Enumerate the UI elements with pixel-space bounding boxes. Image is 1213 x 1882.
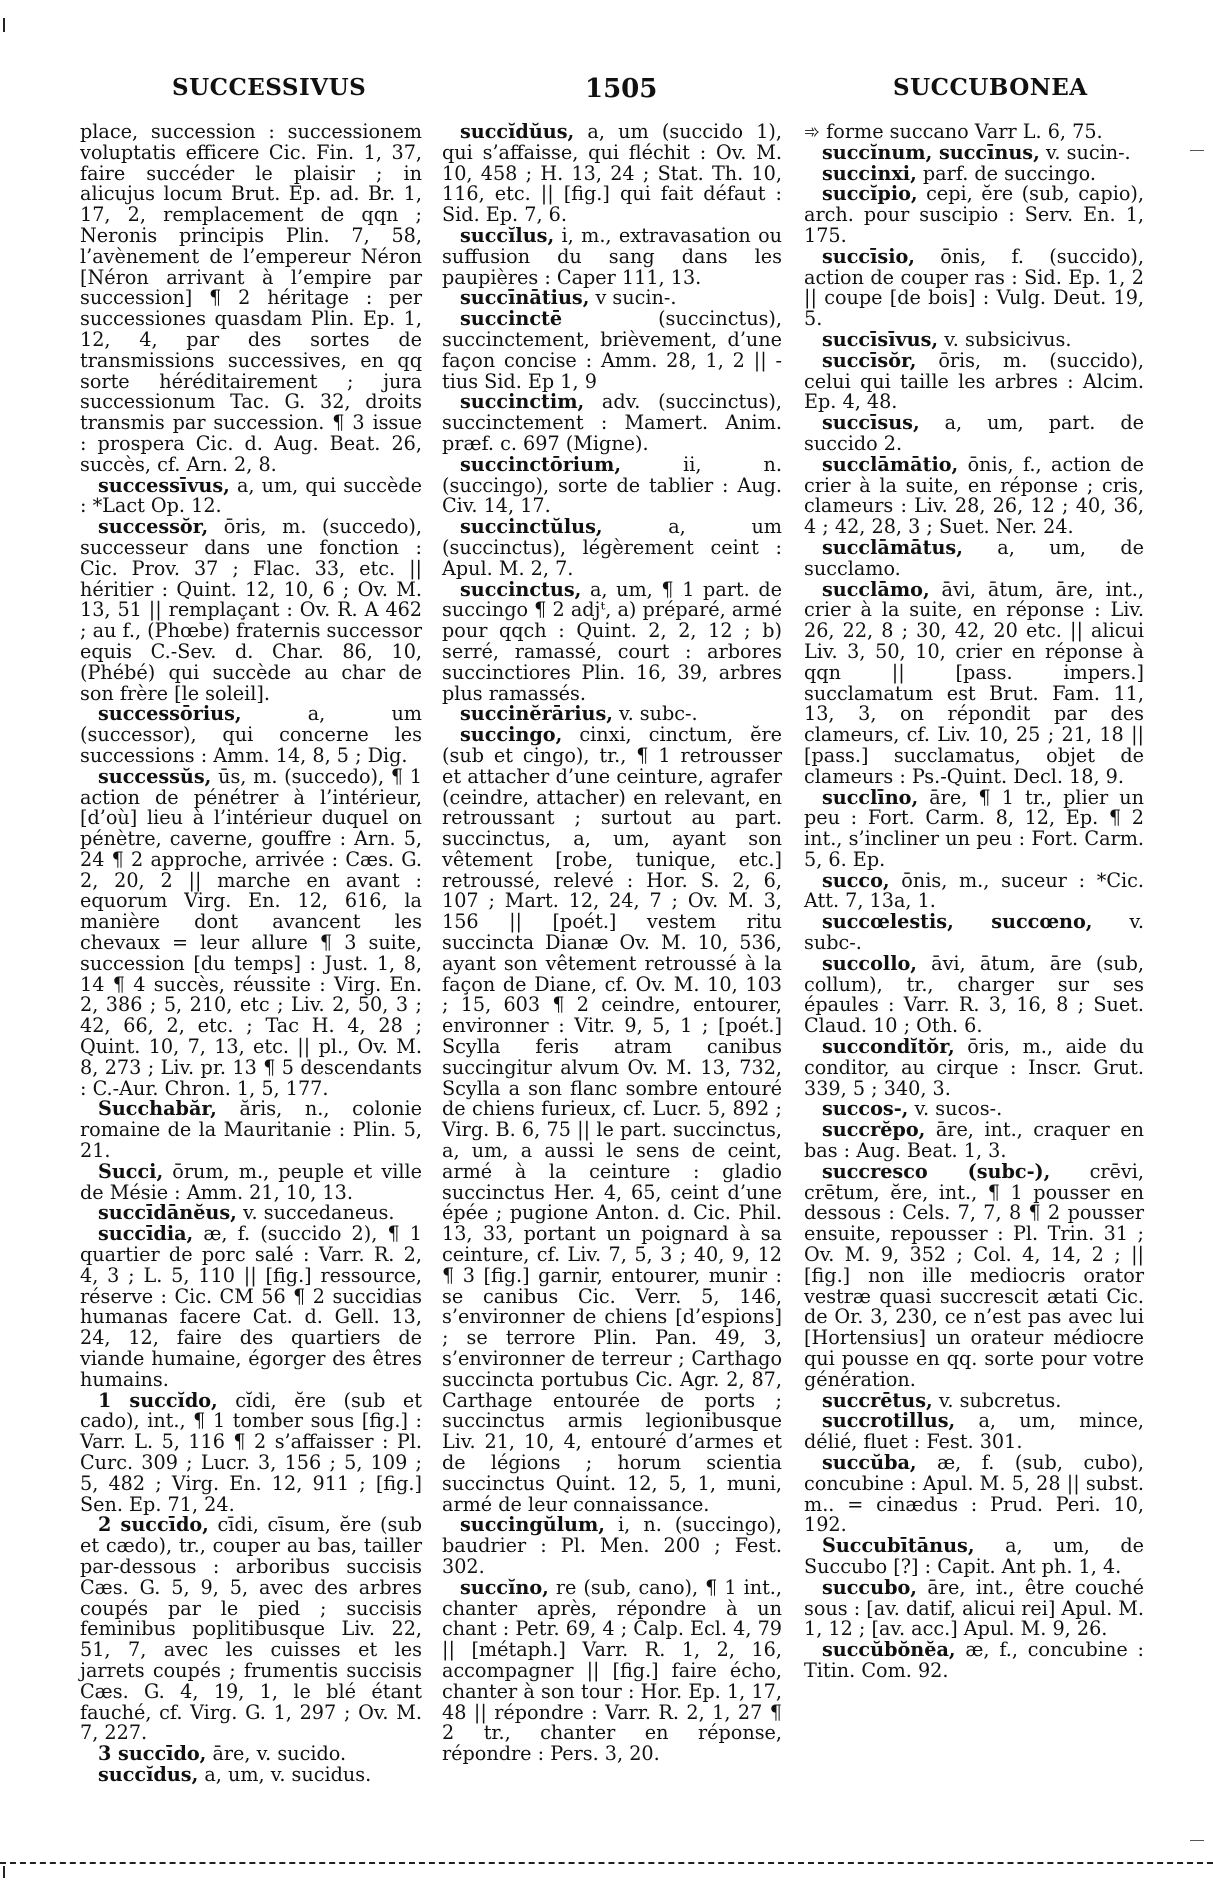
dictionary-entry bbox=[804, 1388, 1144, 1412]
entry-headword: succinctōrium, bbox=[460, 452, 622, 476]
entry-definition: æ, f. (sub, cubo), concubine : Apul. M. 5, 28 || subst. m.. = cinædus : Prud. Peri. 10, 192. bbox=[804, 1451, 1144, 1537]
dictionary-entry bbox=[804, 1575, 1145, 1641]
dictionary-entry bbox=[80, 1099, 422, 1161]
dictionary-entry bbox=[804, 327, 1144, 351]
entry-definition: a, um, de Succubo [?] : Capit. Ant ph. 1, 4. bbox=[804, 1534, 1144, 1578]
entry-headword: succlīno, bbox=[822, 785, 919, 809]
entry-definition: (succinctus), succinctement, brièvement, d’une façon concise : Amm. 28, 1, 2 || -tius Sid. Ep 1, 9 bbox=[442, 307, 782, 393]
page-number: 1505 bbox=[585, 74, 658, 104]
entry-headword: successōrius, bbox=[98, 702, 242, 726]
entry-headword: 1 succĭdo, bbox=[98, 1388, 218, 1412]
entry-definition: i, n. (succingo), baudrier : Pl. Men. 200 ; Fest. 302. bbox=[442, 1513, 782, 1578]
entry-definition: ōnis, f., action de crier à la suite, en réponse ; cris, clameurs : Liv. 28, 26, 12 ; 40, 36, 4 ; 42, 28, 3 ; Suet. Ner. 24. bbox=[804, 452, 1144, 539]
dictionary-entry bbox=[80, 473, 422, 518]
entry-headword: succĭpio, bbox=[822, 182, 918, 206]
dictionary-entry bbox=[804, 1453, 1144, 1536]
dictionary-entry bbox=[80, 122, 422, 476]
entry-definition: cepi, ĕre (sub, capio), arch. pour suscipio : Serv. En. 1, 175. bbox=[804, 182, 1144, 247]
dictionary-entry bbox=[804, 1159, 1144, 1391]
dictionary-entry bbox=[804, 452, 1144, 539]
dictionary-entry bbox=[442, 1575, 782, 1766]
entry-headword: succos-, bbox=[822, 1097, 909, 1121]
entry-headword: succĭlus, bbox=[460, 223, 555, 247]
entry-headword: succrĕpo, bbox=[822, 1118, 926, 1142]
entry-definition: re (sub, cano), ¶ 1 int., chanter après, répondre à un chant : Petr. 69, 4 ; Calp. Ecl. 4, 79 || [métaph.] Varr. R. 1, 2, 16, accompagner || [fig.] faire écho, chanter à son tour : Hor. Ep. 1, 17, 48 || répondre : Varr. R. 2, 1, 27 ¶ 2 tr., chanter en réponse, répondre : Pers. 3, 20. bbox=[442, 1575, 782, 1766]
dictionary-entry bbox=[80, 1744, 422, 1765]
entry-definition: a, um (successor), qui concerne les successions : Amm. 14, 8, 5 ; Dig. bbox=[80, 702, 422, 767]
entry-definition: v. sucin-. bbox=[1039, 140, 1131, 164]
entry-definition: a, um (succinctus), légèrement ceint : Apul. M. 2, 7. bbox=[442, 515, 782, 580]
dictionary-entry bbox=[804, 1536, 1144, 1578]
entry-headword: succrotillus, bbox=[822, 1409, 956, 1433]
entry-definition: āvi, ātum, āre, int., crier à la suite, en réponse : Liv. 26, 22, 8 ; 30, 42, 20 etc. || alicui Liv. 3, 50, 10, crier en réponse à qqn || [pass. impers.] succlamatum est Brut. Fam. 11, 13, 3, on répondit par des clameurs, cf. Liv. 10, 25 ; 21, 18 || [pass.] succlamatus, objet de clameurs : Ps.-Quint. Decl. 18, 9. bbox=[804, 577, 1144, 788]
dictionary-entry bbox=[80, 1224, 422, 1390]
entry-headword: successīvus, bbox=[98, 473, 230, 497]
entry-headword: succŭba, bbox=[822, 1451, 917, 1474]
entry-headword: successŭs, bbox=[98, 764, 212, 788]
entry-definition: æ, f., concubine : Titin. Com. 92. bbox=[804, 1638, 1144, 1682]
entry-definition: a, um, ¶ 1 part. de succingo ¶ 2 adjᵗ, a) préparé, armé pour qqch : Quint. 2, 2, 12 ; b) serré, ramassé, court : arbores succinctiores Plin. 16, 39, arbres plus ramassés. bbox=[442, 577, 782, 705]
entry-definition: parf. de succingo. bbox=[916, 161, 1096, 185]
dictionary-entry bbox=[804, 951, 1144, 1038]
entry-headword: succīsus, bbox=[822, 411, 920, 435]
dictionary-entry bbox=[442, 517, 782, 579]
running-head-right: SUCCUBONEA bbox=[893, 74, 1088, 101]
dictionary-entry bbox=[804, 140, 1144, 164]
entry-definition: v. succedaneus. bbox=[236, 1201, 395, 1225]
entry-headword: succlāmātio, bbox=[822, 452, 959, 476]
entry-headword: succĭnum, succīnus, bbox=[822, 140, 1040, 164]
entry-definition: ii, n. (succingo), sorte de tablier : Aug. Civ. 14, 17. bbox=[442, 452, 782, 518]
dictionary-entry bbox=[804, 1411, 1144, 1453]
entry-definition: āre, int., craquer en bas : Aug. Beat. 1, 3. bbox=[804, 1118, 1144, 1163]
entry-definition: a, um, mince, délié, fluet : Fest. 301. bbox=[804, 1409, 1144, 1454]
entry-definition: āre, v. sucido. bbox=[206, 1742, 347, 1766]
entry-headword: 2 succīdo, bbox=[98, 1513, 209, 1537]
dictionary-entry bbox=[442, 288, 782, 309]
entry-headword: succīnātius, bbox=[460, 286, 590, 310]
entry-headword: succingo, bbox=[460, 723, 563, 747]
entry-definition: ōnis, f. (succido), action de couper ras : Sid. Ep. 1, 2 || coupe [de bois] : Vulg. Deut. 19, 5. bbox=[804, 244, 1144, 331]
dictionary-entry bbox=[804, 161, 1144, 185]
entry-headword: succĭdus, bbox=[98, 1762, 199, 1786]
entry-headword: succīsŏr, bbox=[822, 348, 917, 372]
dictionary-entry bbox=[442, 122, 782, 226]
entry-definition: ōnis, m., suceur : *Cic. Att. 7, 13a, 1. bbox=[804, 868, 1144, 913]
entry-headword: succinĕrārius, bbox=[460, 702, 613, 726]
entry-definition: ūs, m. (succedo), ¶ 1 action de pénétrer à l’intérieur, [d’où] lieu à l’intérieur duquel on pénètre, caverne, gouffre : Arn. 5, 24 ¶ 2 approche, arrivée : Cæs. G. 2, 20, 2 || marche en avant : equorum Virg. En. 12, 616, la manière dont avancent les chevaux = leur allure ¶ 3 suite, succession [du temps] : Just. 1, 8, 14 ¶ 4 succès, réussite : Virg. En. 2, 386 ; 5, 210, etc ; Liv. 2, 50, 3 ; 42, 66, 2, etc. ; Tac H. 4, 28 ; Quint. 10, 7, 13, etc. || pl., Ov. M. 8, 273 ; Liv. pr. 13 ¶ 5 descendants : C.-Aur. Chron. 1, 5, 177. bbox=[80, 764, 422, 1100]
dictionary-entry bbox=[804, 122, 1144, 143]
column-3 bbox=[804, 122, 1144, 1682]
entry-definition: cinxi, cinctum, ĕre (sub et cingo), tr., ¶ 1 retrousser et attacher d’une ceinture, agrafer (ceindre, attacher) en relevant, en retroussant ; surtout au part. succinctus, a, um, ayant son vêtement [robe, tunique, etc.] retroussé, relevé : Hor. S. 2, 6, 107 ; Mart. 12, 24, 7 ; Ov. M. 3, 156 || [poét.] vestem ritu succincta Dianæ Ov. M. 10, 536, ayant son vêtement retroussé à la façon de Diane, cf. Ov. M. 10, 103 ; 15, 603 ¶ 2 ceindre, entourer, environner : Vitr. 9, 5, 1 ; [poét.] Scylla feris atram canibus succingitur alvum Ov. M. 13, 732, Scylla a son flanc sombre entouré de chiens furieux, cf. Lucr. 5, 892 ; Virg. B. 6, 75 || le part. succinctus, a, um, a aussi le sens de ceint, armé à la ceinture : gladio succinctus Her. 4, 65, ceint d’une épée ; pugione Anton. d. Cic. Phil. 13, 33, portant un poignard à sa ceinture, cf. Liv. 7, 5, 3 ; 40, 9, 12 ¶ 3 [fig.] garnir, entourer, munir : se canibus Cic. Verr. 5, 146, s’environner de chiens [d’espions] ; se terrore Plin. Pan. 49, 3, s’environner de terreur ; Carthago succincta portubus Cic. Agr. 2, 87, Carthage entourée de ports ; succinctus armis legionibusque Liv. 21, 10, 4, entouré d’armes et de légions ; horum scientia succinctus Quint. 12, 5, 1, muni, armé de leur connaissance. bbox=[442, 723, 782, 1516]
dictionary-entry bbox=[804, 785, 1144, 871]
dictionary-entry bbox=[804, 1099, 1144, 1120]
entry-headword: succinctē bbox=[460, 307, 563, 331]
entry-headword: succresco (subc-), bbox=[822, 1159, 1051, 1183]
entry-headword: succīdia, bbox=[98, 1222, 194, 1246]
dictionary-entry bbox=[442, 309, 782, 392]
entry-headword: successŏr, bbox=[98, 515, 209, 539]
dictionary-entry bbox=[442, 392, 782, 454]
entry-headword: 3 succīdo, bbox=[98, 1742, 207, 1766]
dictionary-entry bbox=[80, 764, 422, 1100]
entry-definition: v. subc-. bbox=[804, 910, 1144, 955]
dictionary-entry bbox=[80, 1159, 422, 1204]
entry-headword: succĭdŭus, bbox=[460, 120, 575, 143]
entry-headword: Succi, bbox=[98, 1159, 164, 1183]
entry-headword: succīsio, bbox=[822, 244, 915, 268]
entry-headword: succinxi, bbox=[822, 161, 917, 185]
margin-mark bbox=[3, 18, 5, 32]
entry-definition: ōris, m. (succido), celui qui taille les arbres : Alcim. Ep. 4, 48. bbox=[804, 348, 1144, 414]
bottom-dashed-rule bbox=[0, 1862, 1213, 1864]
entry-headword: succinctus, bbox=[460, 577, 582, 601]
entry-headword: succubo, bbox=[822, 1575, 917, 1599]
dictionary-entry bbox=[804, 413, 1144, 455]
entry-definition: v. subc-. bbox=[612, 702, 698, 726]
entry-headword: succīdānĕus, bbox=[98, 1201, 237, 1225]
entry-headword: succrētus, bbox=[822, 1388, 933, 1412]
entry-headword: succondĭtŏr, bbox=[822, 1035, 955, 1059]
dictionary-entry bbox=[80, 1388, 423, 1516]
entry-definition: v. subcretus. bbox=[932, 1388, 1062, 1412]
dictionary-entry bbox=[442, 725, 782, 1515]
entry-definition: ōris, m., aide du conditor, au cirque : Inscr. Grut. 339, 5 ; 340, 3. bbox=[804, 1035, 1144, 1100]
dictionary-entry bbox=[442, 577, 782, 705]
entry-definition: adv. (succinctus), succinctement : Mamert. Anim. præf. c. 697 (Migne). bbox=[442, 390, 782, 455]
entry-headword: Succhabăr, bbox=[98, 1097, 217, 1121]
edge-tick bbox=[1190, 150, 1204, 151]
entry-headword: succollo, bbox=[822, 951, 917, 975]
entry-definition: v. sucos-. bbox=[908, 1097, 1003, 1121]
entry-headword: succœlestis, succœno, bbox=[822, 910, 1093, 934]
entry-definition: āre, ¶ 1 tr., plier un peu : Fort. Carm. 8, 12, Ep. ¶ 2 int., s’incliner un peu : Fort. Carm. 5, 6. Ep. bbox=[804, 785, 1144, 871]
entry-headword: succlāmo, bbox=[822, 577, 930, 601]
entry-headword: succinctim, bbox=[460, 390, 585, 414]
entry-definition: v. subsicivus. bbox=[938, 327, 1072, 351]
dictionary-entry bbox=[804, 1640, 1144, 1682]
entry-definition: a, um, de succlamo. bbox=[804, 535, 1144, 580]
entry-definition: āre, int., être couché sous : [av. datif, alicui rei] Apul. M. 1, 12 ; [av. acc.] Apul. M. 9, 26. bbox=[804, 1575, 1145, 1641]
entry-definition: a, um (succido 1), qui s’affaisse, qui fléchit : Ov. M. 10, 458 ; H. 13, 24 ; Stat. Th. 10, 116, etc. || [fig.] qui fait défaut : Sid. Ep. 7, 6. bbox=[442, 120, 782, 227]
entry-definition: ōrum, m., peuple et ville de Mésie : Amm. 21, 10, 13. bbox=[80, 1159, 422, 1204]
dictionary-entry bbox=[80, 1515, 422, 1744]
entry-definition: ➾ forme succano Varr L. 6, 75. bbox=[804, 120, 1103, 143]
entry-headword: succīsīvus, bbox=[822, 327, 939, 351]
dictionary-entry bbox=[442, 452, 782, 518]
column-2 bbox=[442, 122, 782, 1765]
dictionary-entry bbox=[804, 535, 1144, 580]
entry-definition: a, um, part. de succido 2. bbox=[804, 411, 1144, 455]
dictionary-entry bbox=[80, 517, 422, 704]
entry-definition: ăris, n., colonie romaine de la Mauritanie : Plin. 5, 21. bbox=[80, 1097, 422, 1163]
dictionary-entry bbox=[442, 1515, 782, 1577]
dictionary-entry bbox=[80, 704, 422, 766]
dictionary-entry bbox=[804, 868, 1144, 913]
entry-definition: ōris, m. (succedo), successeur dans une fonction : Cic. Prov. 37 ; Flac. 33, etc. || héritier : Quint. 12, 10, 6 ; Ov. M. 13, 51 || remplaçant : Ov. R. A 462 ; au f., (Phœbe) fraternis successor equis C.-Sev. d. Char. 86, 10, (Phébé) qui succède au char de son frère [le soleil]. bbox=[80, 515, 422, 705]
entry-definition: crēvi, crētum, ĕre, int., ¶ 1 pousser en dessous : Cels. 7, 7, 8 ¶ 2 pousser ensuite, repousser : Pl. Trin. 31 ; Ov. M. 9, 352 ; Col. 4, 14, 2 ; || [fig.] non ille mediocris orator vestræ quasi succrescit ætati Cic. de Or. 3, 230, ce n’est pas avec lui [Hortensius] un orateur médiocre qui pousse en qq. sorte pour votre génération. bbox=[804, 1159, 1144, 1391]
running-head-left: SUCCESSIVUS bbox=[172, 74, 367, 101]
dictionary-entry bbox=[804, 244, 1144, 331]
entry-headword: succŭbŏnĕa, bbox=[822, 1638, 956, 1662]
dictionary-entry bbox=[80, 1203, 422, 1224]
dictionary-entry bbox=[804, 348, 1144, 414]
entry-headword: succo, bbox=[822, 868, 890, 892]
dictionary-entry bbox=[804, 1120, 1144, 1162]
entry-headword: succĭno, bbox=[460, 1575, 549, 1599]
entry-headword: succingŭlum, bbox=[460, 1513, 605, 1537]
entry-definition: æ, f. (succido 2), ¶ 1 quartier de porc salé : Varr. R. 2, 4, 3 ; L. 5, 110 || [fig.] ressource, réserve : Cic. CM 56 ¶ 2 succidias humanas facere Cat. d. Gell. 13, 24, 12, faire des quartiers de viande humaine, égorger des êtres humains. bbox=[80, 1222, 422, 1391]
dictionary-entry bbox=[804, 184, 1144, 246]
dictionary-entry bbox=[80, 1762, 422, 1786]
entry-headword: succinctŭlus, bbox=[460, 515, 603, 539]
entry-definition: cĭdi, ĕre (sub et cado), int., ¶ 1 tomber sous [fig.] : Varr. L. 5, 116 ¶ 2 s’affaisser : Pl. Curc. 309 ; Lucr. 3, 156 ; 5, 109 ; 5, 482 ; Virg. En. 12, 911 ; [fig.] Sen. Ep. 71, 24. bbox=[80, 1388, 423, 1516]
entry-definition: v sucin-. bbox=[589, 286, 677, 310]
entry-definition: āvi, ātum, āre (sub, collum), tr., charger sur ses épaules : Varr. R. 3, 16, 8 ; Suet. Claud. 10 ; Oth. 6. bbox=[804, 951, 1144, 1038]
edge-tick bbox=[1190, 1840, 1204, 1841]
entry-definition: a, um, qui succède : *Lact Op. 12. bbox=[80, 473, 422, 518]
entry-headword: succlāmātus, bbox=[822, 535, 963, 559]
entry-headword: Succubītānus, bbox=[822, 1534, 975, 1558]
entry-definition: place, succession : successionem voluptatis efficere Cic. Fin. 1, 37, faire succéder le plaisir ; in alicujus locum Brut. Ep. ad. Br. 1, 17, 2, remplacement de qqn ; Neronis principis Plin. 7, 58, l’avènement de l’empereur Néron [Néron arrivant à l’empire par succession] ¶ 2 héritage : per successiones quasdam Plin. Ep. 1, 12, 4, par des sortes de transmissions successives, en qq sorte héréditairement ; jura successionum Tac. G. 32, droits transmis par succession. ¶ 3 issue : prospera Cic. d. Aug. Beat. 26, succès, cf. Arn. 2, 8. bbox=[80, 120, 422, 476]
dictionary-entry bbox=[804, 577, 1144, 788]
dictionary-entry bbox=[442, 704, 782, 725]
dictionary-entry bbox=[442, 223, 782, 289]
entry-definition: a, um, v. sucidus. bbox=[198, 1762, 372, 1786]
column-1 bbox=[80, 122, 422, 1786]
margin-mark bbox=[3, 1866, 5, 1878]
dictionary-entry bbox=[804, 912, 1144, 954]
entry-definition: cīdi, cīsum, ĕre (sub et cædo), tr., couper au bas, tailler par-dessous : arboribus succisis Cæs. G. 5, 9, 5, avec des arbres coupés par le pied ; succisis feminibus poplitibusque Liv. 22, 51, 7, avec les cuisses et les jarrets coupés ; frumentis succisis Cæs. G. 4, 19, 1, le blé étant fauché, cf. Virg. G. 1, 297 ; Ov. M. 7, 227. bbox=[80, 1513, 422, 1745]
entry-definition: i, m., extravasation ou suffusion du sang dans les paupières : Caper 111, 13. bbox=[442, 223, 782, 289]
page-header bbox=[0, 74, 1213, 114]
dictionary-entry bbox=[804, 1037, 1144, 1099]
